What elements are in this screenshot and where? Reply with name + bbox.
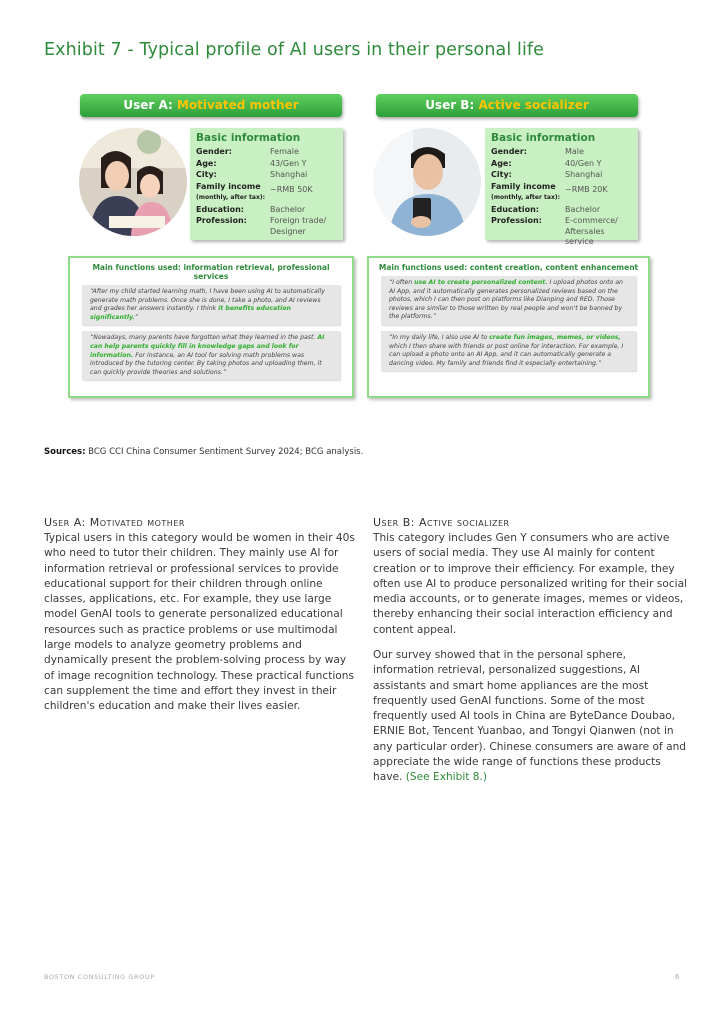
sources-label: Sources: — [44, 447, 86, 457]
see-exhibit-8-link[interactable]: (See Exhibit 8.) — [405, 771, 488, 784]
section-a-body: Typical users in this category would be women in their 40s who need to tutor their children. They mainly use AI for information retrieval or professional services to provide educational support for their children through online classes, applications, etc. For example, they use large model GenAI tools to generate personalized educational resources such as practice problems or use multimodal large models to analyze geometry problems and dynamically present the problem-solving process by way of image recognition technology. These practical functions can supplement the time and effort they invest in their children's education and make their lives easier. — [44, 532, 355, 713]
quote-highlight: it benefits education significantly. — [90, 305, 291, 321]
info-value: Foreign trade/ Designer — [270, 216, 327, 236]
info-label-main: Family income — [196, 181, 261, 191]
section-a-heading: User A: Motivated mother — [44, 516, 185, 529]
info-row — [196, 159, 337, 170]
info-value: 40/Gen Y — [565, 158, 602, 168]
quote-highlight: use AI to create personalized content. — [414, 279, 548, 286]
info-value: Female — [270, 147, 299, 156]
sources-note — [44, 447, 363, 457]
info-label: Gender: — [491, 147, 527, 156]
info-row — [491, 147, 632, 158]
info-row — [196, 170, 337, 181]
info-value: Bachelor — [270, 204, 306, 214]
quote-text: I upload photos onto an AI App, and it automatically generates personalized reviews based on the photos, which I can then post on platforms like Dianping and RED. Those reviews are similar to those written by real people and won't be banned by the platforms.” — [389, 279, 623, 321]
user-a-quote-1 — [82, 285, 340, 325]
info-row — [491, 216, 632, 248]
user-b-quote-2 — [381, 331, 636, 371]
info-row — [196, 216, 337, 237]
user-b-info-title: Basic information — [491, 132, 596, 144]
section-b-heading: User B: Active socializer — [373, 516, 510, 529]
user-a-functions-box — [68, 256, 354, 398]
quote-text: “Nowadays, many parents have forgotten what they learned in the past. — [90, 334, 318, 342]
info-value: Shanghai — [270, 170, 308, 179]
quote-text: For instance, an AI tool for solving math problems was introduced by the tutoring center. By taking photos and uploading them, it can quickly provide theories and solutions.” — [90, 351, 322, 376]
user-a-quote-2 — [82, 331, 340, 380]
info-label — [196, 182, 270, 204]
info-label: Age: — [196, 158, 217, 168]
user-b-banner-prefix: User B: — [425, 98, 479, 112]
info-value: Bachelor — [565, 204, 601, 214]
info-label-main: Family income — [491, 181, 556, 191]
quote-text: “After my child started learning math, I have been using AI to automatically generate math problems. Once she is done, I take a photo, and AI reviews and grades her answers instantly. I think — [90, 288, 325, 313]
section-b-body-2-text: Our survey showed that in the personal sphere, information retrieval, personalized suggestions, AI assistants and smart home appliances are the most frequently used GenAI functions. Some of the most frequently used AI tools in China are ByteDance Doubao, ERNIE Bot, Tencent Yuanbao, and Tongyi Qianwen (not in any particular order). Chinese consumers are aware of and appreciate the wide range of functions these products have. — [373, 649, 687, 784]
info-label: Profession: — [491, 216, 542, 225]
user-b-banner — [376, 94, 638, 117]
info-row — [196, 182, 337, 204]
user-b-photo — [373, 128, 481, 236]
info-label: Gender: — [196, 147, 232, 156]
info-value: E-commerce/ Aftersales service — [565, 216, 618, 246]
quote-text: ” — [134, 313, 138, 321]
info-row — [491, 205, 632, 216]
user-a-banner-prefix: User A: — [123, 98, 177, 112]
info-value: 43/Gen Y — [270, 158, 307, 168]
info-row — [196, 147, 337, 158]
info-label: Profession: — [196, 216, 247, 225]
info-label: Education: — [196, 204, 244, 214]
user-a-banner-tag: Motivated mother — [176, 98, 299, 112]
exhibit-title: Exhibit 7 - Typical profile of AI users in their personal life — [44, 40, 545, 60]
user-a-info-title: Basic information — [196, 132, 301, 144]
info-row — [491, 170, 632, 181]
user-b-info-box — [485, 128, 638, 246]
user-a-info-box — [190, 128, 343, 240]
user-b-banner-tag: Active socializer — [478, 98, 589, 112]
info-label: Age: — [491, 158, 512, 168]
section-b-body-2 — [373, 648, 689, 786]
info-label-sub: (monthly, after tax): — [196, 194, 265, 201]
user-b-functions-box — [367, 256, 650, 398]
sources-text: BCG CCI China Consumer Sentiment Survey 2024; BCG analysis. — [85, 447, 364, 457]
quote-text: “I often — [389, 279, 415, 286]
info-value: ~RMB 20K — [565, 184, 608, 194]
info-value: ~RMB 50K — [270, 184, 313, 194]
user-a-photo — [79, 128, 187, 236]
user-b-functions-title: Main functions used: content creation, content enhancement — [378, 263, 639, 272]
info-label — [491, 182, 565, 204]
user-a-banner — [80, 94, 342, 117]
footer-company: BOSTON CONSULTING GROUP — [44, 973, 155, 981]
info-label: Education: — [491, 204, 539, 214]
info-row — [196, 205, 337, 216]
info-label: City: — [491, 170, 512, 179]
info-value: Shanghai — [565, 170, 603, 179]
quote-text: “In my daily life, I also use AI to — [389, 333, 490, 341]
info-row — [491, 159, 632, 170]
section-b-body-1: This category includes Gen Y consumers who are active users of social media. They use AI mainly for content creation or to improve their efficiency. For example, they often use AI to produce personalized writing for their social media accounts, or to generate images, memes or videos, thereby enhancing their social interaction efficiency and content appeal. — [373, 532, 688, 636]
user-b-quote-1 — [381, 276, 636, 325]
user-a-functions-title: Main functions used: information retrieval, professional services — [92, 263, 330, 281]
info-label: City: — [196, 170, 217, 179]
quote-highlight: create fun images, memes, or videos, — [489, 333, 621, 341]
info-row — [491, 182, 632, 204]
info-value: Male — [565, 147, 584, 156]
quote-text: which I then share with friends or post online for interaction. For example, I can upload a photo onto an AI App, and it can automatically generate a dancing video. My family and friends find it especially entertaining.” — [389, 342, 624, 367]
info-label-sub: (monthly, after tax): — [491, 194, 560, 201]
quote-highlight: AI can help parents quickly fill in knowledge gaps and look for information. — [90, 334, 325, 359]
page-number: 6 — [675, 973, 680, 981]
